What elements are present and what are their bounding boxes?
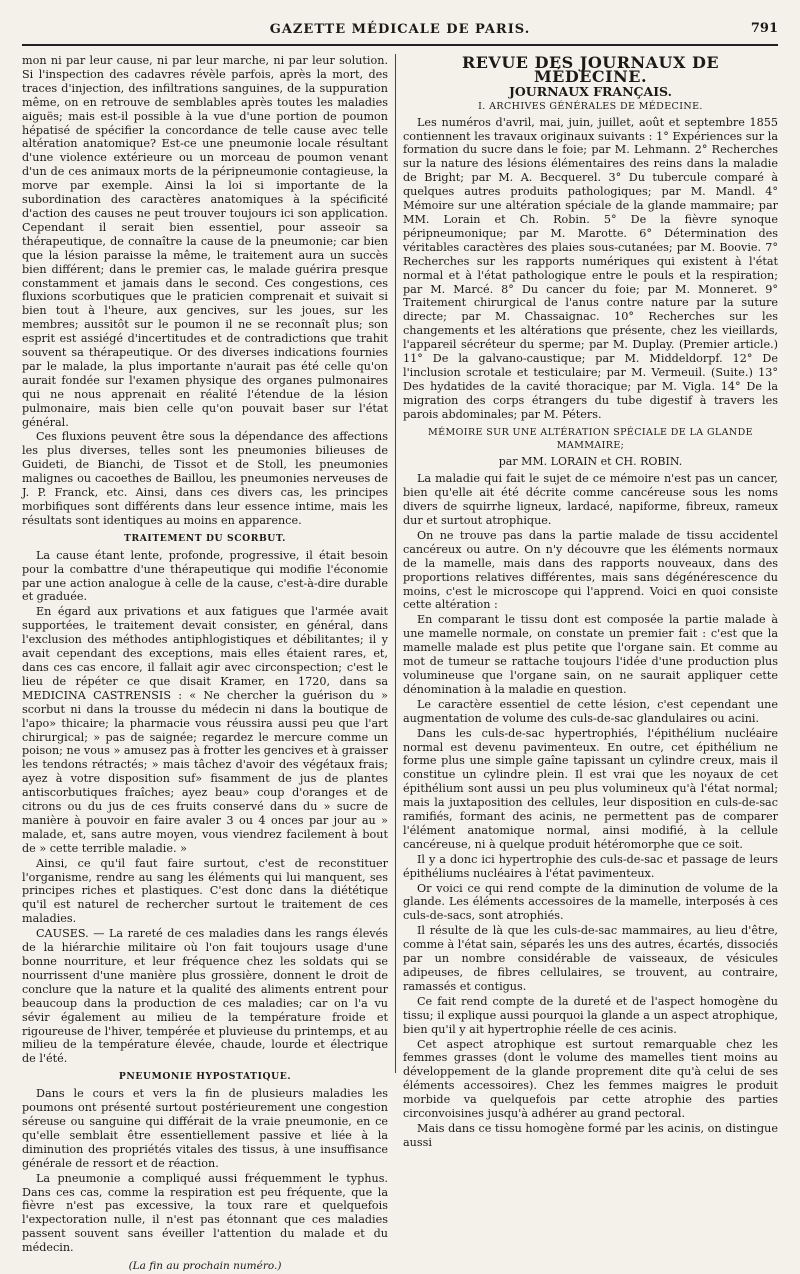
- paragraph: Les numéros d'avril, mai, juin, juillet, août et septembre 1855 contiennent les travaux originaux suivants : 1° Expériences sur la formation du sucre dans le foie; par M. Lehmann. 2° Recherches sur la nature des lésions élémentaires des reins dans la maladie de Bright; par M. A. Becquerel. 3° Du tubercule comparé à quelques autres produits pathologiques; par M. Mandl. 4° Mémoire sur une altération spéciale de la glande mammaire; par MM. Lorain et Ch. Robin. 5° De la fièvre synoque péripneumonique; par M. Marotte. 6° Détermination des véritables caractères des plaies sous-cutanées; par M. Boovie. 7° Recherches sur les rapports numériques qui existent à l'état normal et à l'état pathologique entre le pouls et la respiration; par M. Marcé. 8° Du cancer du foie; par M. Monneret. 9° Traitement chirurgical de l'anus contre nature par la suture directe; par M. Chassaignac. 10° Recherches sur les changements et les altérations que présente, chez les vieillards, l'appareil sécréteur du sperme; par M. Duplay. (Premier article.) 11° De la galvano-caustique; par M. Middeldorpf. 12° De l'inclusion scrotale et testiculaire; par M. Vermeuil. (Suite.) 13° Des hydatides de la cavité thoracique; par M. Vigla. 14° De la migration des corps étrangers du tube digestif à travers les parois abdominales; par M. Péters.: [403, 115, 778, 421]
- paragraph: La maladie qui fait le sujet de ce mémoire n'est pas un cancer, bien qu'elle ait été décrite comme cancéreuse sous les noms divers de squirrhe ligneux, lardacé, napiforme, fibreux, rameux dur et surtout atrophique.: [403, 472, 778, 527]
- paragraph: Ce fait rend compte de la dureté et de l'aspect homogène du tissu; il explique aussi pourquoi la glande a un aspect atrophique, bien qu'il y ait hypertrophie réelle de ces acinis.: [403, 994, 778, 1036]
- paragraph: En égard aux privations et aux fatigues que l'armée avait supportées, le traitement devait consister, en général, dans l'exclusion des méthodes antiphlogistiques et débilitantes; il y avait cependant des exceptions, mais elles étaient rares, et, dans ces cas encore, il fallait agir avec circonspection; c'est le lieu de répéter ce que disait Kramer, en 1720, dans sa MEDICINA CASTRENSIS : « Ne chercher la guérison du » scorbut ni dans la trousse du médecin ni dans la boutique de l'apo» thicaire; la pharmacie vous réussira aussi peu que l'art chirurgical; » pas de saignée; regardez le mercure comme un poison; ne vous » amusez pas à frotter les gencives et à graisser les tendons rétractés; » mais tâchez d'avoir des végétaux frais; ayez à votre disposition suf» fisamment de jus de plantes antiscorbutiques fraîches; ayez beau» coup d'oranges et de citrons ou du jus de ces fruits conservé dans du » sucre de manière à pouvoir en faire avaler 3 ou 4 onces par jour au » malade, et, sans autre moyen, vous viendrez facilement à bout de » cette terrible maladie. »: [22, 605, 388, 855]
- paragraph: Il y a donc ici hypertrophie des culs-de-sac et passage de leurs épithéliums nucléaires à l'état pavimenteux.: [403, 852, 778, 880]
- paragraph: On ne trouve pas dans la partie malade de tissu accidentel cancéreux ou autre. On n'y découvre que les éléments normaux de la mamelle, mais dans des rapports nouveaux, dans des proportions relatives différentes, mais sans dégénérescence du moins, c'est le microscope qui l'apprend. Voici en quoi consiste cette altération :: [403, 528, 778, 612]
- column-divider: [395, 54, 396, 1073]
- paragraph: CAUSES. — La rareté de ces maladies dans les rangs élevés de la hiérarchie militaire où l'on fait toujours usage d'une bonne nourriture, et leur fréquence chez les soldats qui se nourrissent d'une manière plus grossière, donnent le droit de conclure que la nature et la qualité des aliments entrent pour beaucoup dans la production de ces maladies; car on l'a vu sévir également au milieu de la température froide et rigoureuse de l'hiver, tempérée et pluvieuse du printemps, et au milieu de la température élevée, chaude, lourde et électrique de l'été.: [22, 927, 388, 1066]
- continuation-note: (La fin au prochain numéro.): [128, 1260, 282, 1273]
- journal-title: GAZETTE MÉDICALE DE PARIS.: [269, 22, 531, 37]
- paragraph: Or voici ce qui rend compte de la diminution de volume de la glande. Les éléments accessoires de la mamelle, interposés à ces culs-de-sacs, sont atrophiés.: [403, 881, 778, 923]
- paragraph: Dans le cours et vers la fin de plusieurs maladies les poumons ont présenté surtout postérieurement une congestion séreuse ou sanguine qui différait de la vraie pneumonie, en ce qu'elle semblait être essentiellement passive et liée à la diminution des propriétés vitales des tissus, à une insuffisance générale de ressort et de réaction.: [22, 1087, 388, 1170]
- left-column: [22, 54, 388, 1273]
- paragraph: Cet aspect atrophique est surtout remarquable chez les femmes grasses (dont le volume des mamelles tient moins au développement de la glande proprement dite qu'à celui de ses éléments accessoires). Chez les femmes maigres le produit morbide va quelquefois par cette atrophie des parties circonvoisines jusqu'à adhérer au grand pectoral.: [403, 1037, 778, 1121]
- right-column: [403, 53, 778, 1149]
- memoir-title: MÉMOIRE SUR UNE ALTÉRATION SPÉCIALE DE LA GLANDE MAMMAIRE;: [428, 426, 753, 452]
- review-title: REVUE DES JOURNAUX DE MÉDECINE.: [461, 53, 720, 86]
- paragraph: Ces fluxions peuvent être sous la dépendance des affections les plus diverses, telles sont les pneumonies bilieuses de Guideti, de Bianchi, de Tissot et de Stoll, les pneumonies malignes ou cacoethes de Baillou, les pneumonies nerveuses de J. P. Franck, etc. Ainsi, dans ces divers cas, les principes morbifiques sont différents dans leur essence intime, mais les résultats sont identiques au moins en apparence.: [22, 430, 388, 527]
- paragraph: Il résulte de là que les culs-de-sac mammaires, au lieu d'être, comme à l'état sain, séparés les uns des autres, écartés, dissociés par un nombre considérable de vaisseaux, de vésicules adipeuses, de fibres cellulaires, se trouvent, au contraire, ramassés et contigus.: [403, 924, 778, 993]
- memoir-authors: par MM. LORAIN et CH. ROBIN.: [498, 455, 683, 469]
- paragraph: Ainsi, ce qu'il faut faire surtout, c'est de reconstituer l'organisme, rendre au sang les éléments qui lui manquent, ses principes riches et plastiques. C'est donc dans la diététique qu'il est naturel de rechercher surtout le traitement de ces maladies.: [22, 856, 388, 926]
- section-heading-pneumonia: PNEUMONIE HYPOSTATIQUE.: [118, 1071, 292, 1083]
- page-number: 791: [750, 21, 778, 36]
- paragraph: La pneumonie a compliqué aussi fréquemment le typhus. Dans ces cas, comme la respiration est peu fréquente, que la fièvre n'est pas excessive, la toux rare et quelquefois l'expectoration nulle, il n'est pas étonnant que ces maladies passent souvent sans éveiller l'attention du malade et du médecin.: [22, 1171, 388, 1255]
- archives-rubric: I. ARCHIVES GÉNÉRALES DE MÉDECINE.: [478, 100, 703, 112]
- paragraph: Le caractère essentiel de cette lésion, c'est cependant une augmentation de volume des culs-de-sac glandulaires ou acini.: [403, 697, 778, 725]
- section-heading-treatment: TRAITEMENT DU SCORBUT.: [124, 532, 286, 544]
- paragraph: En comparant le tissu dont est composée la partie malade à une mamelle normale, on constate un premier fait : c'est que la mamelle malade est plus petite que l'organe sain. Et comme au mot de tumeur se rattache toujours l'idée d'une production plus volumineuse que l'organe sain, on ne saurait appliquer cette dénomination à la maladie en question.: [403, 613, 778, 696]
- paragraph: Mais dans ce tissu homogène formé par les acinis, on distingue aussi: [403, 1121, 778, 1149]
- paragraph: La cause étant lente, profonde, progressive, il était besoin pour la combattre d'une thérapeutique qui modifie l'économie par une action analogue à celle de la cause, c'est-à-dire durable et graduée.: [22, 548, 388, 604]
- paragraph: Dans les culs-de-sac hypertrophiés, l'épithélium nucléaire normal est devenu pavimenteux. En outre, cet épithélium ne forme plus une simple gaîne tapissant un cylindre creux, mais il constitue un cylindre plein. Il est vrai que les noyaux de cet épithélium sont aussi un peu plus volumineux qu'à l'état normal; mais la juxtaposition des cellules, leur disposition en culs-de-sac ramifiés, formant des acinis, ne permettent pas de comparer l'élément anatomique normal, ainsi modifié, à la cellule cancéreuse, ni à quelque produit hétéromorphe que ce soit.: [403, 726, 778, 851]
- journals-subtitle: JOURNAUX FRANÇAIS.: [509, 83, 672, 99]
- page-header: [22, 18, 778, 46]
- paragraph: mon ni par leur cause, ni par leur marche, ni par leur solution. Si l'inspection des cadavres révèle parfois, après la mort, des traces d'injection, des infiltrations sanguines, de la suppuration même, on en retrouve de semblables après toutes les maladies aiguës; mais est-il possible à la vue d'une portion de poumon hépatisé de spécifier la concordance de telle cause avec telle altération anatomique? Est-ce une pneumonie locale résultant d'une violence extérieure ou un morceau de poumon venant d'un de ces animaux morts de la péripneumonie contagieuse, la morve par exemple. Ainsi la loi si importante de la subordination des caractères anatomiques à la spécificité d'action des causes ne peut trouver toujours ici son application. Cependant il serait bien essentiel, pour asseoir sa thérapeutique, de connaître la cause de la pneumonie; car bien que la lésion paraisse la même, le traitement aura un succès bien différent; dans le premier cas, le malade guérira presque constamment et jamais dans le second. Ces congestions, ces fluxions scorbutiques que le praticien comprenait et suivait si bien tout à l'heure, aux gencives, sur les joues, sur les membres; aussitôt sur le poumon il ne se reconnaît plus; son esprit est assiégé d'incertitudes et de contradictions que trahit souvent sa thérapeutique. Or des diverses indications fournies par le malade, la plus importante n'aurait pas été celle qu'on aurait fondée sur l'examen physique des organes pulmonaires qui ne nous apprenait en réalité l'étendue de la lésion pulmonaire, mais bien celle qu'on pouvait baser sur l'état général.: [22, 54, 388, 429]
